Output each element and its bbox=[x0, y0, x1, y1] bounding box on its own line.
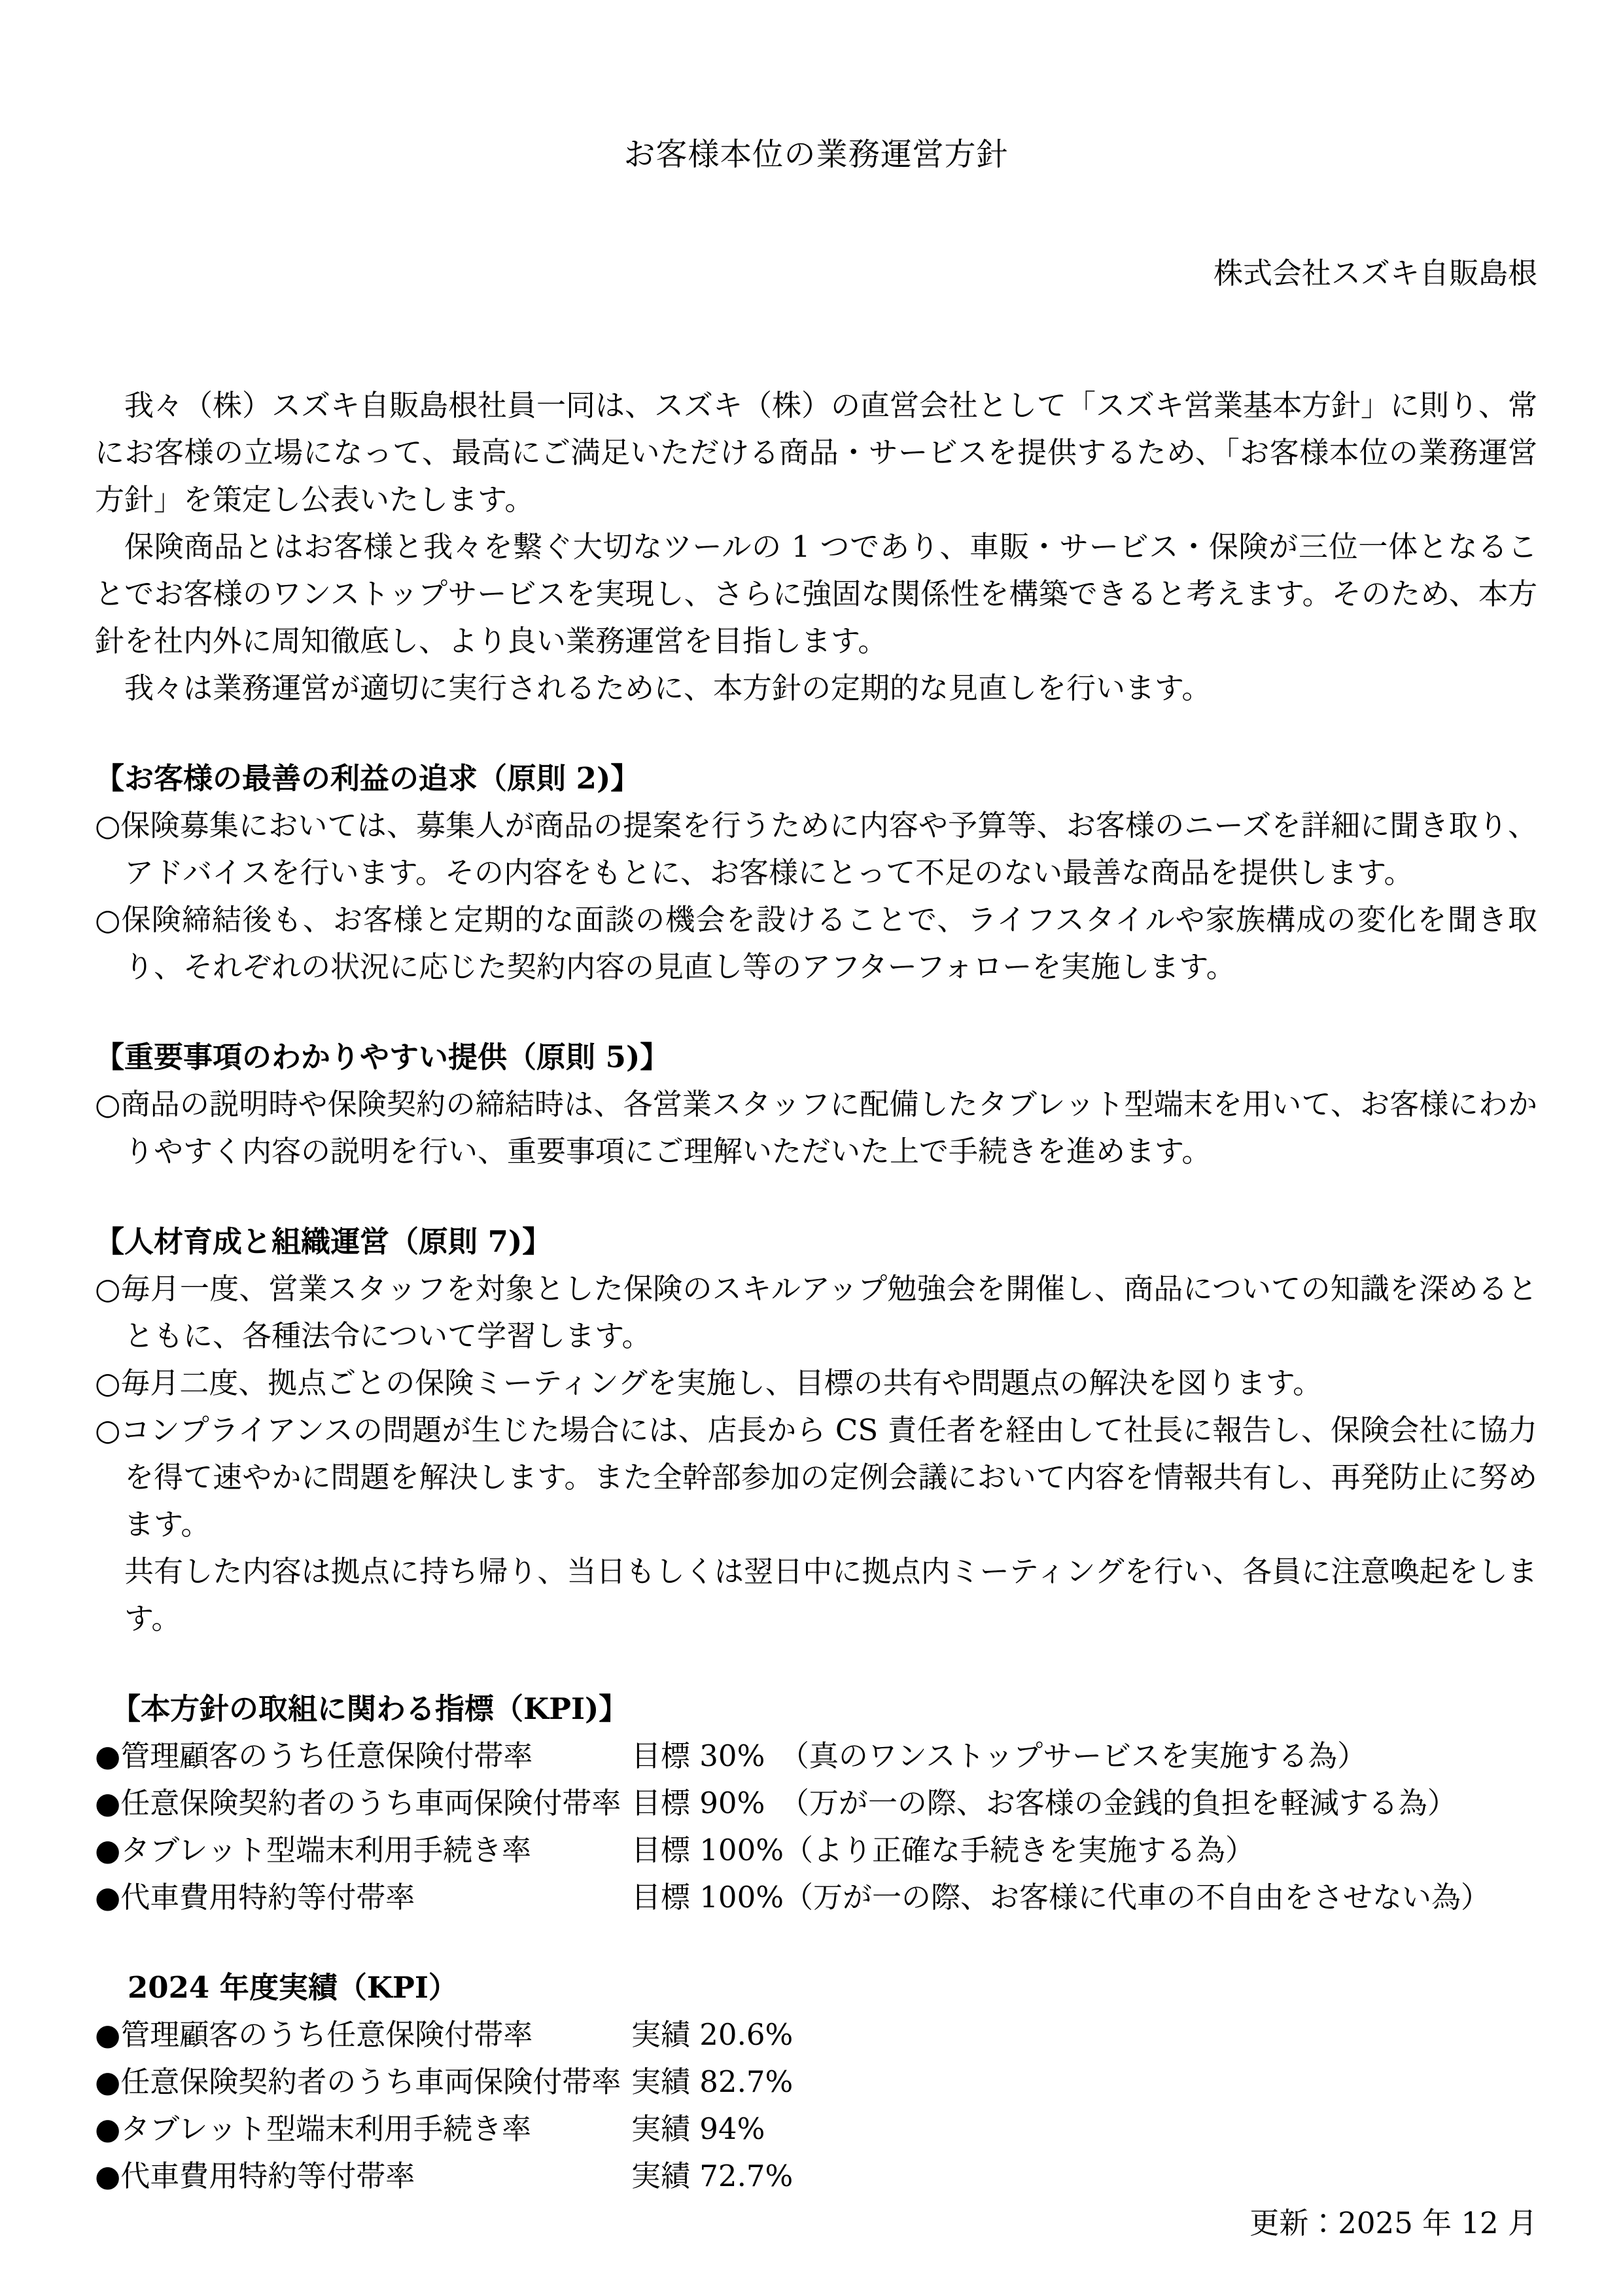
kpi-row bbox=[95, 2153, 1537, 2200]
continuation-note: 共有した内容は拠点に持ち帰り、当日もしくは翌日中に拠点内ミーティングを行い、各員に注意喚起をします。 bbox=[124, 1554, 1537, 1636]
kpi-label: ●管理顧客のうち任意保険付帯率 bbox=[95, 1739, 533, 1773]
kpi-row bbox=[95, 1874, 1537, 1921]
section-hr-development bbox=[95, 1218, 1537, 1642]
bullet-item: ○保険募集においては、募集人が商品の提案を行うために内容や予算等、お客様のニーズを詳細に聞き取り、アドバイスを行います。その内容をもとに、お客様にとって不足のない最善な商品を提供します。 bbox=[95, 808, 1537, 890]
section-heading: 【人材育成と組織運営（原則 7)】 bbox=[95, 1224, 552, 1259]
kpi-value: 実績 94% bbox=[631, 2111, 765, 2146]
bullet-item: ○保険締結後も、お客様と定期的な面談の機会を設けることで、ライフスタイルや家族構成の変化を聞き取り、それぞれの状況に応じた契約内容の見直し等のアフターフォローを実施します。 bbox=[95, 902, 1537, 984]
kpi-row bbox=[95, 1827, 1537, 1874]
kpi-value: 目標 30% （真のワンストップサービスを実施する為） bbox=[631, 1739, 1367, 1773]
intro-paragraph: 我々は業務運営が適切に実行されるために、本方針の定期的な見直しを行います。 bbox=[124, 671, 1212, 705]
kpi-row bbox=[95, 2011, 1537, 2058]
kpi-label: ●タブレット型端末利用手続き率 bbox=[95, 2111, 532, 2146]
section-heading: 【お客様の最善の利益の追求（原則 2)】 bbox=[95, 761, 640, 796]
section-best-interest bbox=[95, 755, 1537, 991]
kpi-value: 目標 100%（より正確な手続きを実施する為） bbox=[631, 1833, 1255, 1867]
kpi-row bbox=[95, 1733, 1537, 1780]
kpi-label: ●タブレット型端末利用手続き率 bbox=[95, 1833, 532, 1867]
update-date: 更新：2025 年 12 月 bbox=[1249, 2206, 1537, 2240]
bullet-item: ○毎月二度、拠点ごとの保険ミーティングを実施し、目標の共有や問題点の解決を図ります。 bbox=[95, 1366, 1323, 1400]
kpi-label: ●代車費用特約等付帯率 bbox=[95, 2159, 415, 2193]
intro-paragraph: 保険商品とはお客様と我々を繋ぐ大切なツールの 1 つであり、車販・サービス・保険が三位一体となることでお客様のワンストップサービスを実現し、さらに強固な関係性を構築できると考えます。そのため、本方針を社内外に周知徹底し、より良い業務運営を目指します。 bbox=[95, 529, 1537, 658]
bullet-item: ○商品の説明時や保険契約の締結時は、各営業スタッフに配備したタブレット型端末を用いて、お客様にわかりやすく内容の説明を行い、重要事項にご理解いただいた上で手続きを進めます。 bbox=[95, 1087, 1537, 1169]
kpi-label: ●任意保険契約者のうち車両保険付帯率 bbox=[95, 2064, 621, 2099]
kpi-value: 目標 90% （万が一の際、お客様の金銭的負担を軽減する為） bbox=[631, 1786, 1457, 1820]
kpi-label: ●代車費用特約等付帯率 bbox=[95, 1880, 415, 1915]
section-heading: 【重要事項のわかりやすい提供（原則 5)】 bbox=[95, 1040, 670, 1074]
kpi-row bbox=[95, 2106, 1537, 2153]
section-kpi-targets bbox=[95, 1686, 1537, 1921]
section-clear-explanation bbox=[95, 1034, 1537, 1175]
page-title: お客様本位の業務運営方針 bbox=[623, 136, 1009, 173]
kpi-value: 実績 72.7% bbox=[631, 2159, 794, 2193]
kpi-value: 実績 20.6% bbox=[631, 2017, 794, 2052]
kpi-heading: 【本方針の取組に関わる指標（KPI)】 bbox=[111, 1691, 629, 1726]
intro-block bbox=[95, 382, 1537, 712]
kpi-label: ●任意保険契約者のうち車両保険付帯率 bbox=[95, 1786, 621, 1820]
company-name: 株式会社スズキ自販島根 bbox=[1213, 256, 1537, 291]
kpi-value: 目標 100%（万が一の際、お客様に代車の不自由をさせない為） bbox=[631, 1880, 1490, 1915]
kpi-row bbox=[95, 2058, 1537, 2106]
section-kpi-results bbox=[95, 1964, 1537, 2200]
intro-paragraph: 我々（株）スズキ自販島根社員一同は、スズキ（株）の直営会社として「スズキ営業基本方針」に則り、常にお客様の立場になって、最高にご満足いただける商品・サービスを提供するため、「お客様本位の業務運営方針」を策定し公表いたします。 bbox=[95, 388, 1538, 517]
kpi-row bbox=[95, 1780, 1537, 1827]
kpi-value: 実績 82.7% bbox=[631, 2064, 794, 2099]
results-heading: 2024 年度実績（KPI） bbox=[128, 1970, 458, 2005]
bullet-item: ○毎月一度、営業スタッフを対象とした保険のスキルアップ勉強会を開催し、商品についての知識を深めるとともに、各種法令について学習します。 bbox=[95, 1271, 1537, 1353]
bullet-item: ○コンプライアンスの問題が生じた場合には、店長から CS 責任者を経由して社長に報告し、保険会社に協力を得て速やかに問題を解決します。また全幹部参加の定例会議において内容を情報共有し、再発防止に努めます。 bbox=[95, 1413, 1537, 1542]
kpi-label: ●管理顧客のうち任意保険付帯率 bbox=[95, 2017, 533, 2052]
